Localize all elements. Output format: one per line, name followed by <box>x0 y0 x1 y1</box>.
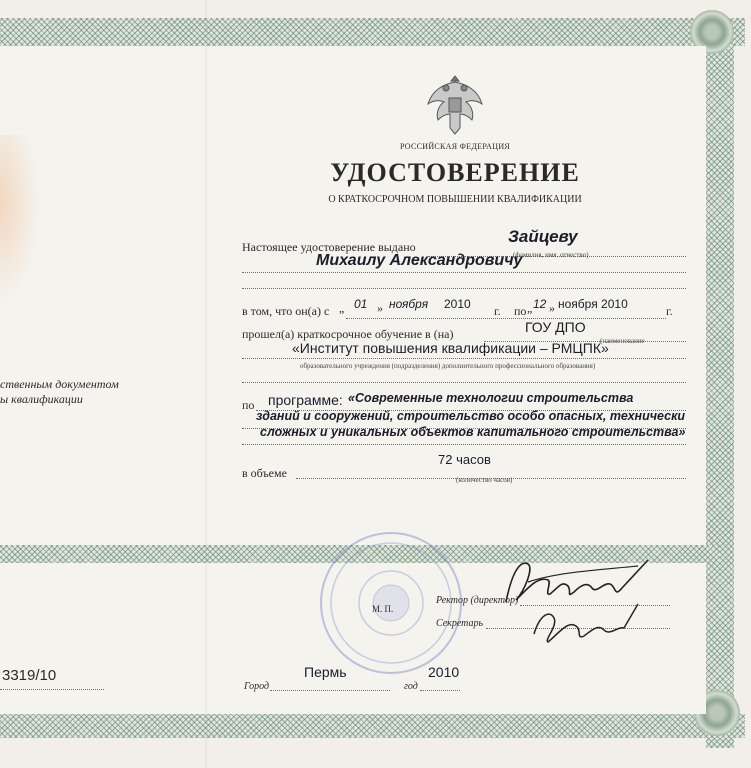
program-line-rule-3 <box>242 444 686 445</box>
period-to-label: по <box>514 304 527 318</box>
country-name: РОССИЙСКАЯ ФЕДЕРАЦИЯ <box>399 142 511 151</box>
secretary-label: Секретарь <box>436 618 484 629</box>
institution-name-part2: «Институт повышения квалификации – РМЦПК» <box>292 340 609 356</box>
period-start-label: в том, что он(а) с <box>242 304 330 318</box>
hours-hint: (количество часов) <box>456 476 513 484</box>
names-line <box>242 272 686 273</box>
program-prefix: программе: <box>268 392 343 408</box>
program-line-2: зданий и сооружений, строительство особо опасных, технически <box>256 409 686 423</box>
start-year-abbr: г. <box>494 304 501 318</box>
rector-label: Ректор (директор) <box>436 595 519 606</box>
start-quote-close: » <box>377 301 383 315</box>
year-value: 2010 <box>428 664 460 680</box>
recipient-given-names: Михаилу Александровичу <box>316 252 523 269</box>
reg-number-line <box>0 689 104 690</box>
city-value: Пермь <box>304 664 347 680</box>
institution-line-2 <box>242 358 686 359</box>
left-emblem-fragment <box>0 135 40 305</box>
institution-name-part1: ГОУ ДПО <box>525 319 586 335</box>
institution-hint-short: (наименование <box>600 337 645 345</box>
volume-label: в объеме <box>242 466 287 480</box>
left-page-text-1: ственным документом <box>0 377 119 391</box>
period-line <box>346 318 666 319</box>
hours-value: 72 часов <box>438 452 491 467</box>
city-label: Город <box>244 681 270 692</box>
recipient-surname: Зайцеву <box>508 227 578 246</box>
document-paper <box>0 46 706 545</box>
fio-hint: (фамилия, имя, отчество) <box>513 251 589 259</box>
end-year-abbr: г. <box>666 304 673 318</box>
registration-number: 3319/10 <box>2 667 57 684</box>
end-day: 12 <box>533 297 547 311</box>
year-line <box>420 690 460 691</box>
secretary-signature <box>528 600 648 650</box>
top-border <box>0 18 745 46</box>
end-month-year: ноября 2010 <box>558 297 628 311</box>
right-border <box>706 18 734 748</box>
stamp-placement-label: М. П. <box>372 604 394 614</box>
end-quote-open: „ <box>527 301 533 315</box>
program-line-1: «Современные технологии строительства <box>348 391 634 405</box>
program-line-3: сложных и уникальных объектов капитального строительства» <box>260 425 686 439</box>
start-year: 2010 <box>444 297 471 311</box>
document-title: УДОСТОВЕРЕНИЕ <box>330 158 580 187</box>
city-line <box>270 690 390 691</box>
document-subtitle: О КРАТКОСРОЧНОМ ПОВЫШЕНИИ КВАЛИФИКАЦИИ <box>328 194 582 205</box>
start-quote-open: „ <box>339 301 345 315</box>
bottom-border <box>0 714 745 738</box>
issued-label: Настоящее удостоверение выдано <box>242 240 416 254</box>
end-quote-close: » <box>549 301 555 315</box>
institution-hint: образовательного учреждения (подразделения) дополнительного профессионального образования) <box>300 362 596 370</box>
training-label: прошел(а) краткосрочное обучение в (на) <box>242 327 454 341</box>
year-label: год <box>404 681 418 692</box>
institution-line-3 <box>242 382 686 383</box>
start-day: 01 <box>354 297 368 311</box>
program-label: по <box>242 398 255 412</box>
coat-of-arms-icon <box>424 70 486 140</box>
left-page-text-2: ы квалификации <box>0 392 83 406</box>
blank-line <box>242 288 686 289</box>
page-fold <box>205 0 209 768</box>
start-month: ноября <box>389 297 429 311</box>
